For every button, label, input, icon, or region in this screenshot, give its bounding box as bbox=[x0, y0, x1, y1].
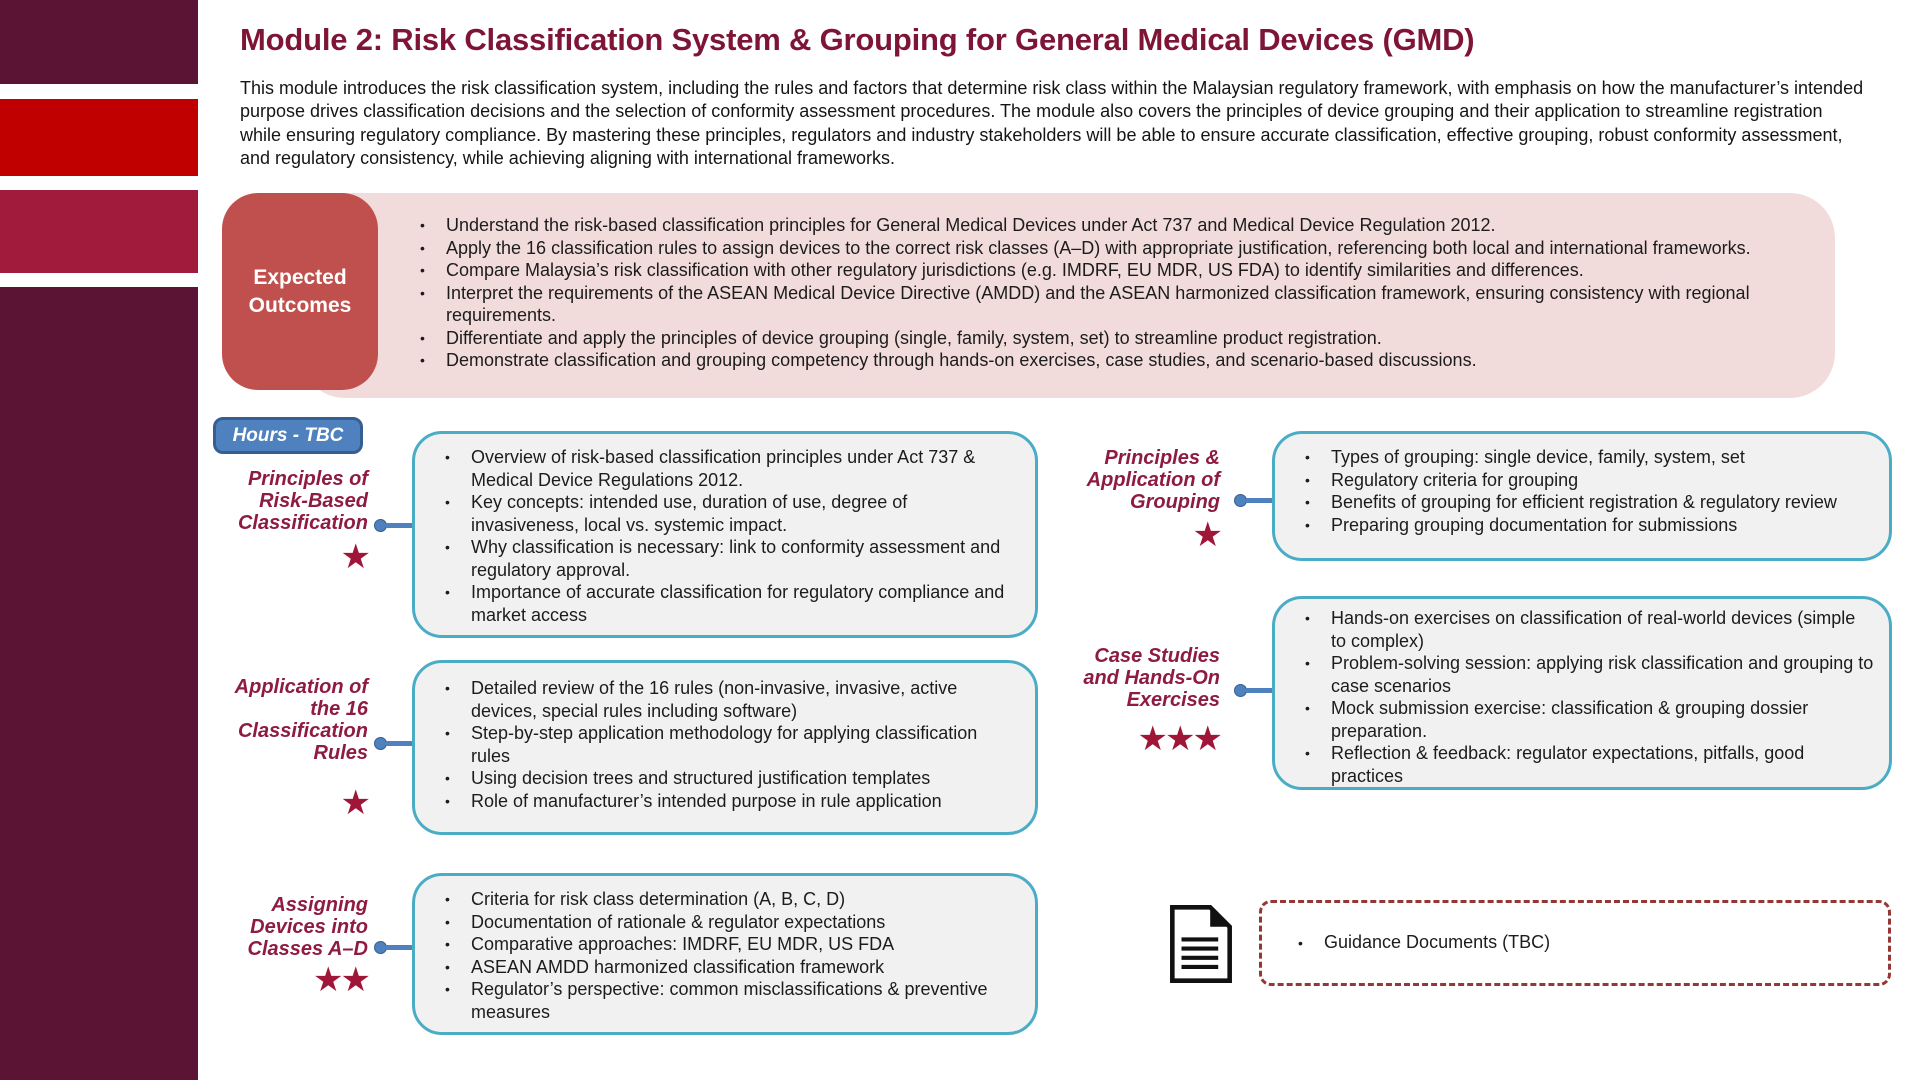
topic-bullet: • Regulatory criteria for grouping bbox=[1305, 469, 1874, 492]
topic-bullet: • Preparing grouping documentation for submissions bbox=[1305, 514, 1874, 537]
connector-bar bbox=[386, 741, 412, 746]
connector-bar bbox=[386, 945, 412, 950]
difficulty-stars: ★★ bbox=[313, 961, 368, 999]
topic-card-risk-based-principles bbox=[412, 431, 1038, 638]
connector-line bbox=[374, 736, 412, 750]
hours-badge bbox=[213, 417, 363, 454]
guidance-documents-item bbox=[1298, 932, 1550, 954]
sidebar-block-red bbox=[0, 99, 198, 176]
topic-label-case-studies: Case Studies and Hands-On Exercises ★★★ bbox=[1078, 645, 1220, 756]
topic-bullet: • Mock submission exercise: classification & grouping dossier preparation. bbox=[1305, 697, 1874, 742]
topic-label-assigning-classes: Assigning Devices into Classes A–D ★★ bbox=[226, 894, 368, 997]
difficulty-stars: ★ bbox=[340, 538, 368, 576]
topic-bullet: • Benefits of grouping for efficient registration & regulatory review bbox=[1305, 491, 1874, 514]
topic-bullet: • Role of manufacturer’s intended purpose in rule application bbox=[445, 790, 1020, 813]
outcome-item: • Apply the 16 classification rules to assign devices to the correct risk classes (A–D) with appropriate justification, referencing both local and international frameworks. bbox=[420, 237, 1815, 260]
connector-line bbox=[1234, 683, 1272, 697]
topic-bullet: • Overview of risk-based classification principles under Act 737 & Medical Device Regulations 2012. bbox=[445, 446, 1020, 491]
hours-badge-label: Hours - TBC bbox=[232, 424, 344, 446]
topic-bullet: • Hands-on exercises on classification of real-world devices (simple to complex) bbox=[1305, 607, 1874, 652]
topic-bullet: • Key concepts: intended use, duration of use, degree of invasiveness, local vs. systemic impact. bbox=[445, 491, 1020, 536]
outcome-item: • Compare Malaysia’s risk classification with other regulatory jurisdictions (e.g. IMDRF, EU MDR, US FDA) to identify similarities and differences. bbox=[420, 259, 1815, 282]
expected-outcomes-list bbox=[300, 193, 1835, 372]
difficulty-stars: ★★★ bbox=[1137, 720, 1220, 758]
connector-line bbox=[374, 518, 412, 532]
connector-bar bbox=[1246, 498, 1272, 503]
topic-bullet: • Using decision trees and structured justification templates bbox=[445, 767, 1020, 790]
guidance-documents-box bbox=[1259, 900, 1891, 986]
topic-bullet: • Criteria for risk class determination (A, B, C, D) bbox=[445, 888, 1020, 911]
topic-bullet: • Types of grouping: single device, family, system, set bbox=[1305, 446, 1874, 469]
difficulty-stars: ★ bbox=[340, 784, 368, 822]
outcome-item: • Interpret the requirements of the ASEAN Medical Device Directive (AMDD) and the ASEAN harmonized classification framework, ensuring consistency with regional requirements. bbox=[420, 282, 1815, 327]
outcome-item: • Demonstrate classification and grouping competency through hands-on exercises, case studies, and scenario-based discussions. bbox=[420, 349, 1815, 372]
topic-bullet: • Regulator’s perspective: common misclassifications & preventive measures bbox=[445, 978, 1020, 1023]
topic-card-grouping bbox=[1272, 431, 1892, 561]
connector-bar bbox=[386, 523, 412, 528]
connector-line bbox=[374, 940, 412, 954]
intro-paragraph: This module introduces the risk classification system, including the rules and factors that determine risk class within the Malaysian regulatory framework, with emphasis on how the manufacturer’s intended purpose drives classification decisions and the selection of conformity assessment procedures. The module also covers the principles of device grouping and their application to streamline registration while ensuring regulatory compliance. By mastering these principles, regulators and industry stakeholders will be able to ensure accurate classification, effective grouping, robust conformity assessment, and regulatory consistency, while achieving aligning with international frameworks. bbox=[240, 78, 1864, 169]
difficulty-stars: ★ bbox=[1192, 516, 1220, 554]
connector-bar bbox=[1246, 688, 1272, 693]
topic-bullet: • Comparative approaches: IMDRF, EU MDR, US FDA bbox=[445, 933, 1020, 956]
sidebar-block-crimson bbox=[0, 190, 198, 273]
sidebar-block-bottom bbox=[0, 287, 198, 1080]
topic-card-assigning-classes bbox=[412, 873, 1038, 1035]
topic-label-16-rules: Application of the 16 Classification Rules ★ bbox=[226, 676, 368, 820]
topic-bullet: • Importance of accurate classification for regulatory compliance and market access bbox=[445, 581, 1020, 626]
topic-bullet: • Detailed review of the 16 rules (non-invasive, invasive, active devices, special rules including software) bbox=[445, 677, 1020, 722]
expected-outcomes-panel bbox=[300, 193, 1835, 398]
sidebar-block-top bbox=[0, 0, 198, 84]
topic-card-case-studies bbox=[1272, 596, 1892, 790]
topic-card-16-rules bbox=[412, 660, 1038, 835]
topic-bullet: • Documentation of rationale & regulator expectations bbox=[445, 911, 1020, 934]
guidance-documents-label: • Guidance Documents (TBC) bbox=[1324, 932, 1551, 952]
topic-bullet: • Problem-solving session: applying risk classification and grouping to case scenarios bbox=[1305, 652, 1874, 697]
expected-outcomes-tab bbox=[222, 193, 378, 390]
topic-bullet: • Step-by-step application methodology for applying classification rules bbox=[445, 722, 1020, 767]
slide-title: Module 2: Risk Classification System & Grouping for General Medical Devices (GMD) bbox=[240, 22, 1475, 57]
document-icon bbox=[1166, 905, 1236, 988]
expected-outcomes-label: Expected Outcomes bbox=[248, 265, 352, 317]
outcome-item: • Differentiate and apply the principles of device grouping (single, family, system, set) to streamline product registration. bbox=[420, 327, 1815, 350]
connector-line bbox=[1234, 493, 1272, 507]
topic-label-grouping: Principles & Application of Grouping ★ bbox=[1078, 447, 1220, 552]
topic-bullet: • Why classification is necessary: link to conformity assessment and regulatory approval. bbox=[445, 536, 1020, 581]
topic-label-risk-based-principles: Principles of Risk-Based Classification ★ bbox=[226, 468, 368, 574]
topic-bullet: • Reflection & feedback: regulator expectations, pitfalls, good practices bbox=[1305, 742, 1874, 787]
outcome-item: • Understand the risk-based classification principles for General Medical Devices under Act 737 and Medical Device Regulation 2012. bbox=[420, 214, 1815, 237]
topic-bullet: • ASEAN AMDD harmonized classification framework bbox=[445, 956, 1020, 979]
